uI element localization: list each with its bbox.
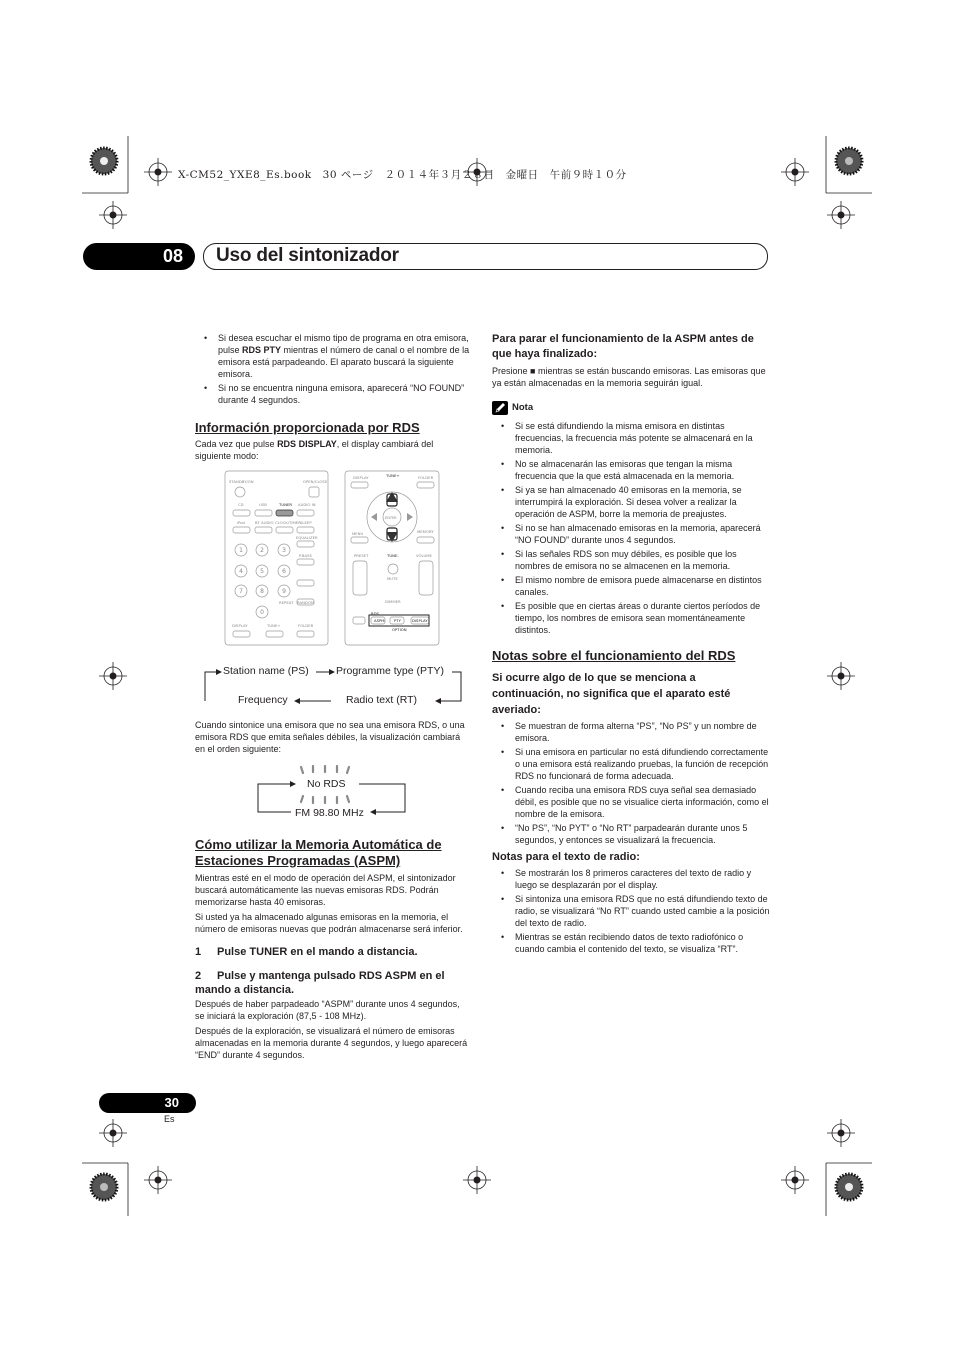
- weak-signal-text: Cuando sintonice una emisora que no sea una emisora RDS, o una emisora RDS que emita señales débiles, la visualización cambiará en el orden siguiente:: [195, 720, 465, 754]
- remote-label-pty: PTY: [394, 618, 401, 623]
- remote-key-2: 2: [260, 547, 264, 554]
- list-item: • Si ya se han almacenado 40 emisoras en la memoria, se interrumpirá la exploración. Si desea volver a realizar la operación de ASPM, borre la memoria de preajustes.: [492, 484, 770, 520]
- remote-label-volume: VOLUME: [416, 553, 432, 558]
- remote-label-memory: MEMORY: [417, 529, 434, 534]
- remote-label-repeat: REPEAT: [279, 600, 294, 605]
- no-rds-cycle-diagram: [255, 765, 415, 825]
- step-2: 2 Pulse y mantenga pulsado RDS ASPM en el mando a distancia.: [195, 970, 445, 996]
- list-item: • Se muestran de forma alterna “PS”, “No PS” y un nombre de emisora.: [492, 720, 770, 744]
- remote-label-sleep: SLEEP: [300, 520, 312, 525]
- remote-label-display-2: DISPLAY: [353, 475, 369, 480]
- remote-label-option: OPTION: [392, 627, 407, 632]
- frequency-display: FM 98.80 MHz: [295, 807, 364, 819]
- list-item: • Mientras se están recibiendo datos de texto radiofónico o cuando cambia el contenido del texto, se visualiza “RT”.: [492, 931, 770, 955]
- list-item: • Si sintoniza una emisora RDS que no está difundiendo texto de radio, se visualizará “No RT” cuando usted cambie a la posición del texto de radio.: [492, 893, 770, 929]
- remote-key-9: 9: [282, 588, 286, 595]
- remote-label-menu: MENU: [352, 531, 364, 536]
- remote-key-8: 8: [260, 588, 264, 595]
- remote-control-illustration: [223, 469, 441, 647]
- remote-label-display: DISPLAY: [232, 623, 248, 628]
- averiado-bullet-list: [492, 720, 770, 846]
- remote-label-folder: FOLDER: [298, 623, 314, 628]
- remote-label-usb: USB: [259, 502, 267, 507]
- stop-aspm-text: Presione ■ mientras se están buscando emisoras. Las emisoras que ya están almacenadas en la memoria seguirán igual.: [492, 366, 766, 388]
- intro-bullet-list: [195, 332, 470, 406]
- list-item: • Es posible que en ciertas áreas o durante ciertos períodos de tiempo, los nombres de emisora sean momentáneamente distintos.: [492, 600, 770, 636]
- remote-label-ipod: iPod: [237, 520, 245, 525]
- remote-label-display-3: DISPLAY: [412, 618, 428, 623]
- remote-label-folder-2: FOLDER: [418, 475, 434, 480]
- list-item: • Se mostrarán los 8 primeros caracteres del texto de radio y luego se desplazarán por el display.: [492, 867, 770, 891]
- pencil-note-icon: [492, 401, 508, 415]
- remote-key-3: 3: [282, 547, 286, 554]
- remote-label-enter: ENTER: [385, 516, 397, 520]
- remote-label-preset: PRESET: [354, 553, 369, 558]
- flow-programme-type: Programme type (PTY): [336, 665, 444, 677]
- remote-key-6: 6: [282, 568, 286, 575]
- page-number: 30: [99, 1093, 196, 1113]
- list-item: • “No PS”, “No PYT” o “No RT” parpadearán durante unos 5 segundos, y entonces se visualizará la frecuencia.: [492, 822, 770, 846]
- list-item: • No se almacenarán las emisoras que tengan la misma frecuencia que la que está almacenada en la memoria.: [492, 458, 770, 482]
- list-item: • Si no se han almacenado emisoras en la memoria, aparecerá “NO FOUND” durante unos 4 segundos.: [492, 522, 770, 546]
- nota-header: [492, 401, 770, 415]
- step-2-detail-1: Después de haber parpadeado “ASPM” durante unos 4 segundos, se iniciará la exploración (87,5 - 108 MHz).: [195, 999, 460, 1021]
- remote-key-7: 7: [239, 588, 243, 595]
- flow-frequency: Frequency: [238, 694, 288, 706]
- remote-key-0: 0: [260, 609, 264, 616]
- remote-key-1: 1: [239, 547, 243, 554]
- remote-label-mute: MUTE: [387, 576, 398, 581]
- remote-label-tune-plus-2: TUNE+: [386, 473, 400, 478]
- remote-label-p-bass: P.BASS: [299, 553, 312, 558]
- remote-key-4: 4: [239, 568, 243, 575]
- remote-label-audio-in: AUDIO IN: [298, 502, 316, 507]
- list-item: • Si no se encuentra ninguna emisora, aparecerá “NO FOUND” durante 4 segundos.: [195, 382, 470, 406]
- texto-radio-bullet-list: [492, 867, 770, 955]
- nota-bullet-list: [492, 420, 770, 636]
- rds-display-cycle-diagram: [195, 660, 470, 712]
- step-1: 1 Pulse TUNER en el mando a distancia.: [195, 946, 418, 958]
- averiado-heading: Si ocurre algo de lo que se menciona a continuación, no significa que el aparato esté averiado:: [492, 672, 731, 716]
- list-item: • El mismo nombre de emisora puede almacenarse en distintos canales.: [492, 574, 770, 598]
- chapter-title: Uso del sintonizador: [216, 245, 399, 266]
- list-item: • Cuando reciba una emisora RDS cuya señal sea demasiado débil, es posible que no se visualice cierta información, como el nombre de la emisora.: [492, 784, 770, 820]
- step-2-detail-2: Después de la exploración, se visualizará el número de emisoras almacenadas en la memoria durante 4 segundos, y luego aparecerá “END” durante 4 segundos.: [195, 1026, 468, 1060]
- remote-key-5: 5: [260, 568, 264, 575]
- stop-aspm-heading: Para parar el funcionamiento de la ASPM antes de que haya finalizado:: [492, 333, 754, 360]
- remote-label-tune-plus: TUNE+: [267, 623, 281, 628]
- remote-label-tune-minus: TUNE-: [387, 553, 399, 558]
- aspm-heading: Cómo utilizar la Memoria Automática de Estaciones Programadas (ASPM): [195, 837, 442, 868]
- page-language: Es: [164, 1114, 175, 1124]
- remote-label-bt-audio: BT AUDIO: [255, 520, 274, 525]
- list-item: • Si las señales RDS son muy débiles, es posible que los nombres de emisora no se almacenen en la memoria.: [492, 548, 770, 572]
- remote-label-rds: RDS: [371, 611, 379, 616]
- print-slug: X-CM52_YXE8_Es.book 30 ページ ２０１４年３月２８日 金曜日 午前９時１０分: [178, 169, 627, 181]
- remote-label-equalizer: EQUALIZER: [296, 535, 318, 540]
- aspm-paragraph-2: Si usted ya ha almacenado algunas emisoras en la memoria, el número de emisoras nuevas que podrán almacenarse será inferior.: [195, 912, 463, 934]
- texto-radio-heading: Notas para el texto de radio:: [492, 851, 640, 863]
- remote-label-aspm: ASPM: [374, 618, 385, 623]
- remote-label-open-close: OPEN/CLOSE: [303, 479, 328, 484]
- remote-label-clock-timer: CLOCK/TIMER: [275, 520, 301, 525]
- info-rds-heading: Información proporcionada por RDS: [195, 420, 420, 435]
- nota-label: Nota: [512, 402, 534, 413]
- aspm-paragraph-1: Mientras esté en el modo de operación del ASPM, el sintonizador buscará automáticamente las nuevas emisoras RDS. Podrán memorizarse hasta 40 emisoras.: [195, 873, 456, 907]
- notas-rds-heading: Notas sobre el funcionamiento del RDS: [492, 648, 736, 663]
- aspm-section: [195, 837, 470, 1061]
- remote-label-standby: STANDBY/ON: [229, 479, 254, 484]
- remote-label-cd: CD: [238, 502, 244, 507]
- remote-label-dimmer: DIMMER: [385, 599, 401, 604]
- flow-radio-text: Radio text (RT): [346, 694, 417, 706]
- no-rds-label: No RDS: [307, 778, 346, 790]
- flow-station-name: Station name (PS): [223, 665, 309, 677]
- right-column: [492, 332, 770, 957]
- list-item: • Si una emisora en particular no está difundiendo correctamente o una emisora está realizando pruebas, la función de recepción RDS no funcionará de forma adecuada.: [492, 746, 770, 782]
- remote-label-random: RANDOM: [297, 600, 315, 605]
- remote-label-tuner: TUNER: [279, 502, 292, 507]
- chapter-number: 08: [83, 243, 195, 270]
- list-item: • Si desea escuchar el mismo tipo de programa en otra emisora, pulse RDS PTY mientras el número de canal o el nombre de la emisora está parpadeando. El aparato buscará la siguiente emisora.: [195, 332, 470, 380]
- list-item: • Si se está difundiendo la misma emisora en distintas frecuencias, la frecuencia más potente se almacenará en la memoria.: [492, 420, 770, 456]
- info-rds-text: Cada vez que pulse RDS DISPLAY, el display cambiará del siguiente modo:: [195, 439, 434, 461]
- left-column: [195, 332, 470, 462]
